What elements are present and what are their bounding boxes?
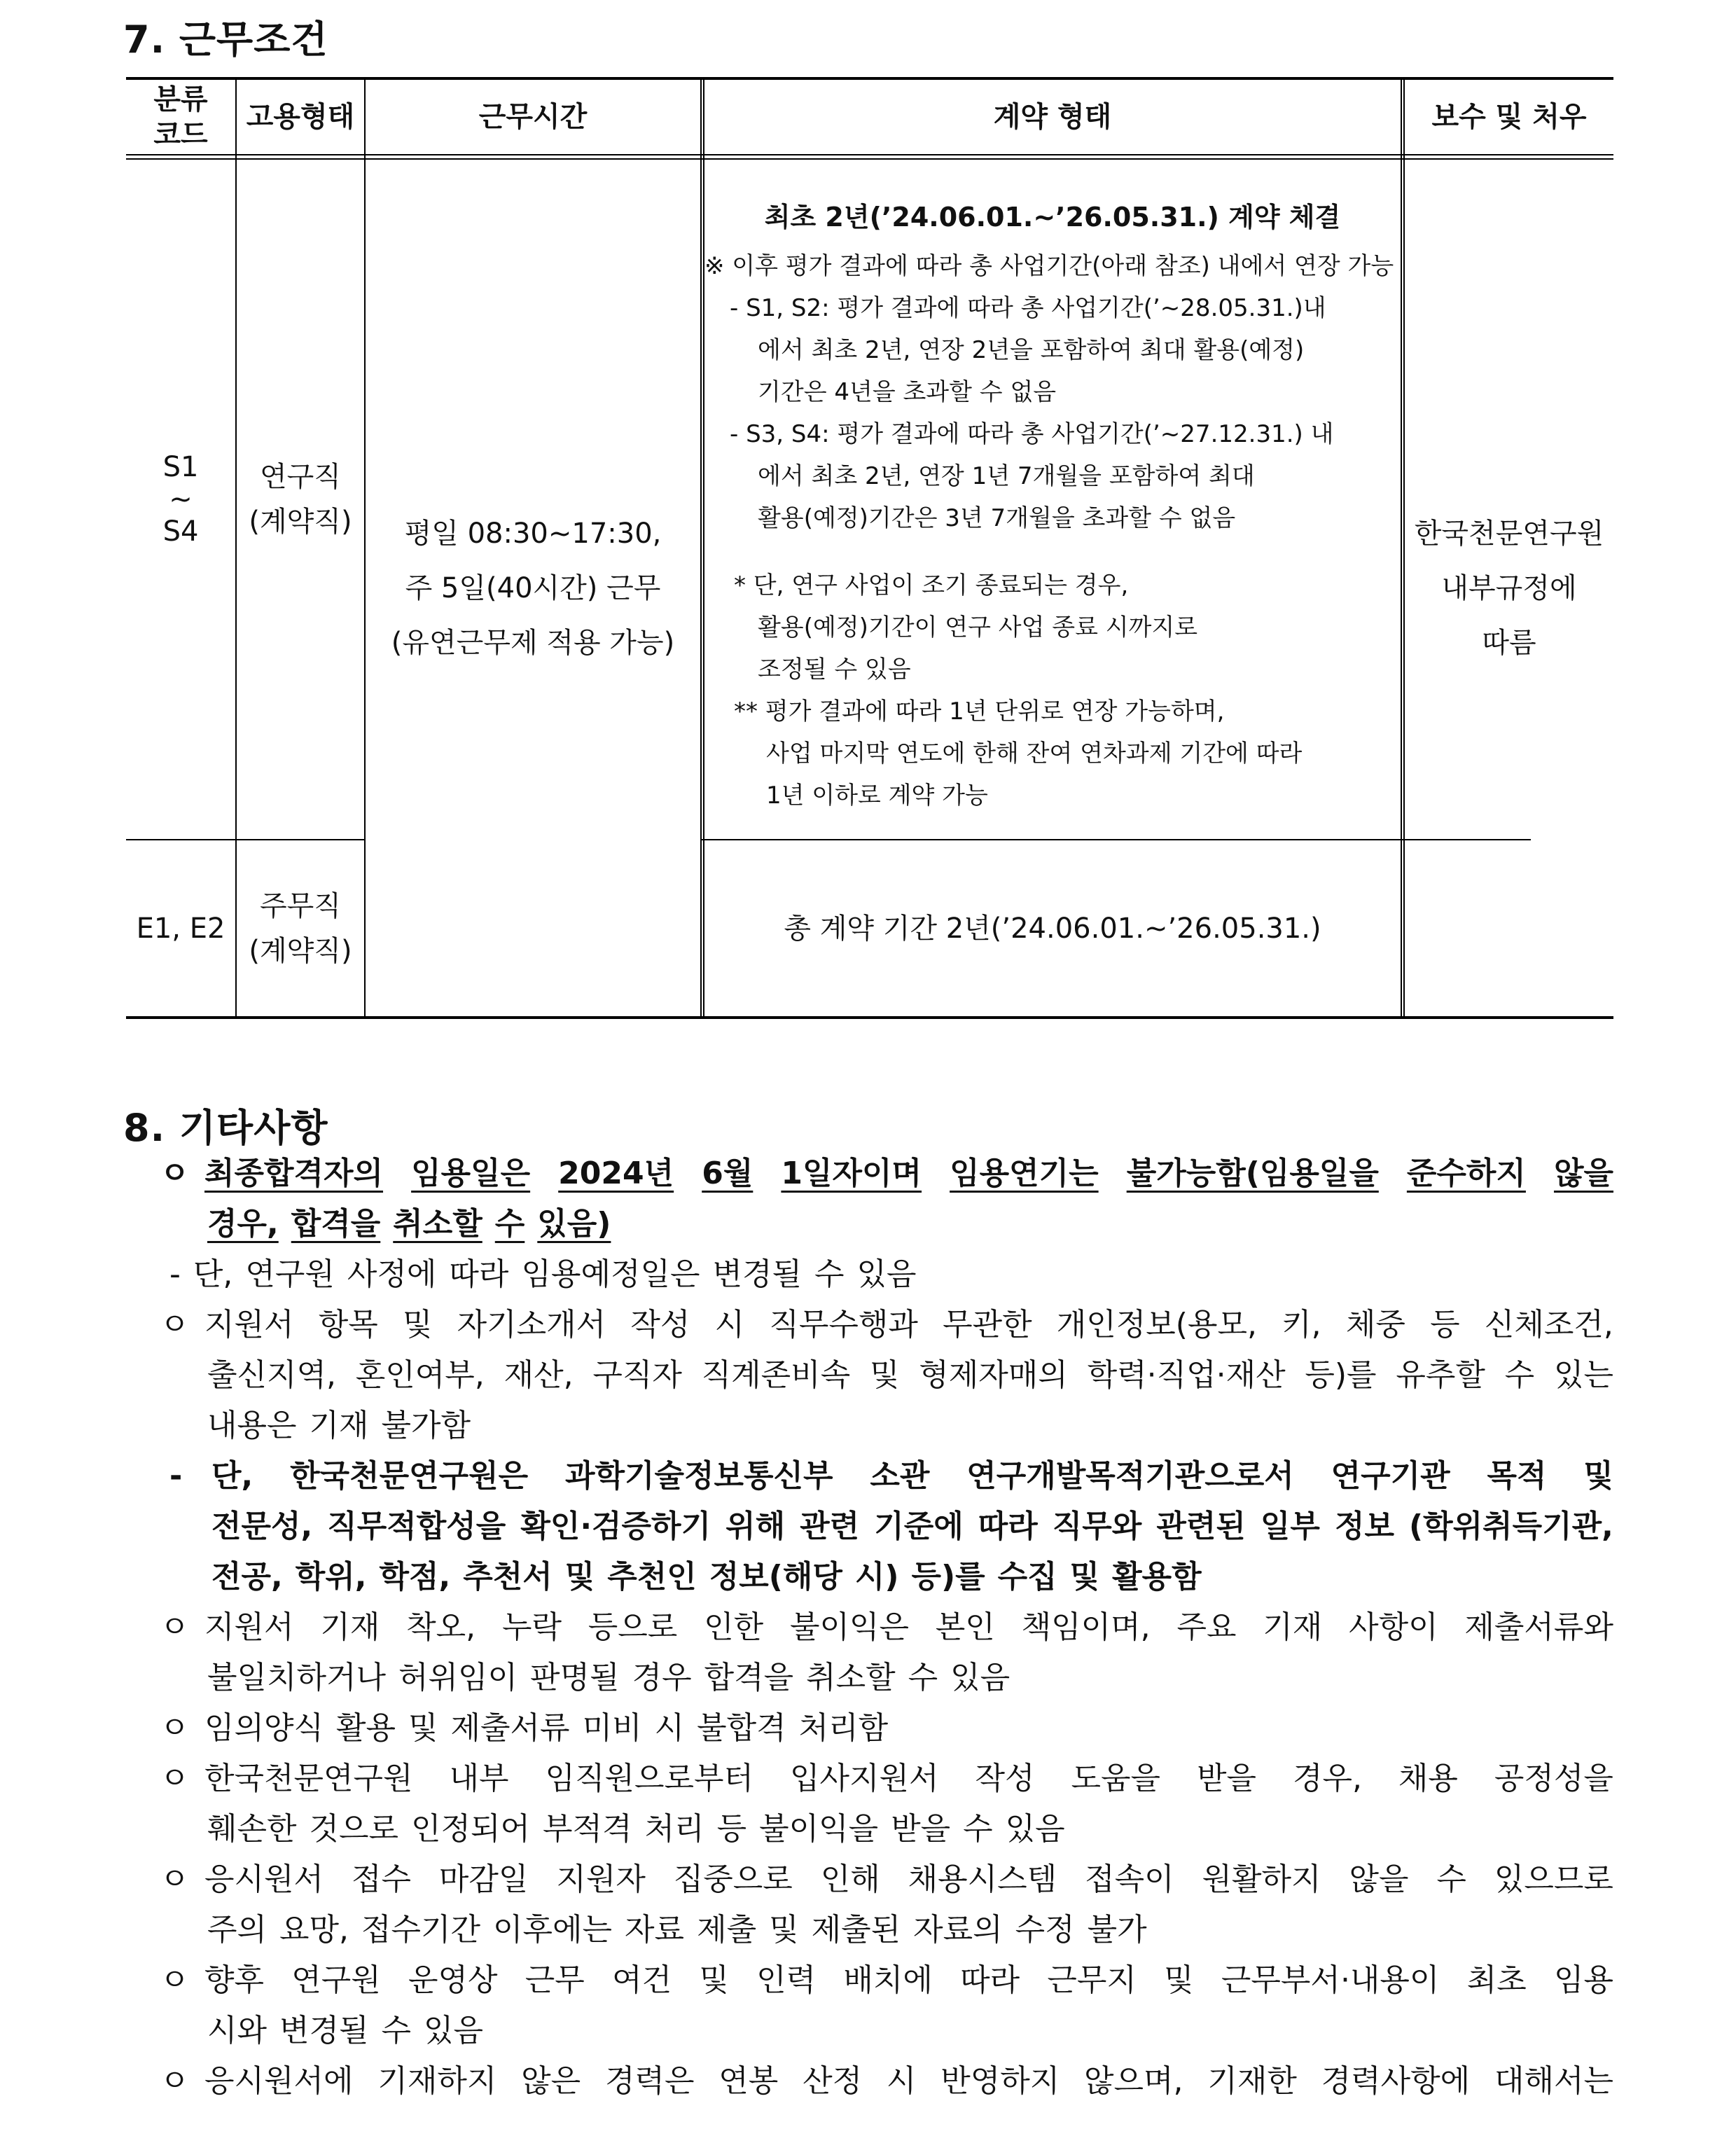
bullet-circle-icon: ㅇ	[160, 1307, 190, 1343]
list-item	[123, 1451, 1613, 1602]
bullet-circle-icon: ㅇ	[160, 1156, 190, 1191]
header-code	[126, 80, 235, 154]
contract-s-cell	[704, 196, 1401, 817]
header-employment: 고용형태	[246, 101, 355, 133]
header-contract: 계약 형태	[993, 101, 1112, 133]
row-s-code-line3: S4	[162, 515, 199, 548]
list-item	[123, 1149, 1613, 1249]
contract-s12-line2: 에서 최초 2년, 연장 2년을 포함하여 최대 활용(예정)	[758, 336, 1305, 364]
header-pay: 보수 및 처우	[1431, 101, 1587, 133]
hours-line3: (유연근무제 적용 가능)	[391, 626, 675, 659]
list-item-line: - 단, 연구원 사정에 따라 임용예정일은 변경될 수 있음	[169, 1256, 917, 1292]
header-code-line2: 코드	[153, 118, 208, 151]
list-item	[123, 2056, 1613, 2107]
contract-s-title: 최초 2년(’24.06.01.~’26.05.31.) 계약 체결	[764, 202, 1341, 233]
list-item-line: 시와 변경될 수 있음	[207, 2013, 484, 2048]
contract-s34-line3: 활용(예정)기간은 3년 7개월을 초과할 수 없음	[758, 504, 1236, 532]
row-e-employment-line1: 주무직	[260, 889, 341, 922]
list-item-line: 단, 한국천문연구원은 과학기술정보통신부 소관 연구개발목적기관으로서 연구기관 목적 및	[211, 1458, 1613, 1494]
bullet-circle-icon: ㅇ	[160, 1609, 190, 1645]
list-item-line: 전문성, 직무적합성을 확인·검증하기 위해 관련 기준에 따라 직무와 관련된 일부 정보 (학위취득기관,	[211, 1509, 1613, 1544]
col-divider-3	[700, 77, 702, 1018]
section-7-title: 7. 근무조건	[123, 18, 328, 62]
working-hours-cell	[366, 160, 700, 1016]
row-s-employment	[237, 160, 364, 839]
row-e-employment-line2: (계약직)	[249, 934, 352, 967]
row-s-code-line2: ~	[169, 483, 193, 515]
working-conditions-table	[126, 77, 1613, 1019]
contract-s-note: ※ 이후 평가 결과에 따라 총 사업기간(아래 참조) 내에서 연장 가능	[704, 252, 1394, 280]
list-item-line: 지원서 항목 및 자기소개서 작성 시 직무수행과 무관한 개인정보(용모, 키, 체중 등 신체조건,	[204, 1307, 1613, 1343]
row-s-code-line1: S1	[162, 451, 199, 483]
contract-s12-line3: 기간은 4년을 초과할 수 없음	[758, 378, 1057, 406]
bullet-circle-icon: ㅇ	[160, 2063, 190, 2099]
row-e-contract: 총 계약 기간 2년(’24.06.01.~’26.05.31.)	[784, 912, 1321, 945]
section-8-title: 8. 기타사항	[123, 1106, 328, 1150]
list-item-line: 지원서 기재 착오, 누락 등으로 인한 불이익은 본인 책임이며, 주요 기재 사항이 제출서류와	[204, 1609, 1613, 1645]
list-item-line: 임의양식 활용 및 제출서류 미비 시 불합격 처리함	[204, 1710, 889, 1746]
list-item-line: 출신지역, 혼인여부, 재산, 구직자 직계존비속 및 형제자매의 학력·직업·재산 등)를 유추할 수 있는	[207, 1357, 1613, 1393]
contract-star1-line3: 조정될 수 있음	[758, 656, 911, 684]
col-divider-4	[1401, 77, 1402, 1018]
list-item-line: 훼손한 것으로 인정되어 부적격 처리 등 불이익을 받을 수 있음	[207, 1811, 1065, 1847]
pay-cell	[1405, 160, 1613, 1016]
header-code-line1: 분류	[153, 83, 208, 116]
contract-s34-line1: - S3, S4: 평가 결과에 따라 총 사업기간(’~27.12.31.) 내	[730, 420, 1334, 448]
list-item	[123, 1703, 1613, 1754]
list-item-line: 불일치하거나 허위임이 판명될 경우 합격을 취소할 수 있음	[207, 1660, 1011, 1695]
list-item-line: 최종합격자의 임용일은 2024년 6월 1일자이며 임용연기는 불가능함(임용일을 준수하지 않을	[204, 1156, 1613, 1191]
row-e-code: E1, E2	[136, 912, 225, 945]
contract-star1-line2: 활용(예정)기간이 연구 사업 종료 시까지로	[758, 613, 1198, 642]
bullet-dash-icon: -	[169, 1458, 183, 1494]
row-e-employment	[237, 840, 364, 1016]
list-item	[123, 1754, 1613, 1854]
contract-star2-line1: ** 평가 결과에 따라 1년 단위로 연장 가능하며,	[734, 698, 1225, 726]
row-s-code	[126, 160, 235, 839]
list-item-line: 전공, 학위, 학점, 추천서 및 추천인 정보(해당 시) 등)를 수집 및 활용함	[211, 1559, 1202, 1595]
row-s-employment-line2: (계약직)	[249, 506, 352, 538]
list-item	[123, 1602, 1613, 1703]
list-item	[123, 1955, 1613, 2056]
pay-line1: 한국천문연구원	[1414, 517, 1604, 550]
contract-star2-line3: 1년 이하로 계약 가능	[766, 782, 988, 810]
contract-s34-line2: 에서 최초 2년, 연장 1년 7개월을 포함하여 최대	[758, 462, 1255, 490]
pay-line2: 내부규정에	[1441, 571, 1577, 604]
pay-line3: 따름	[1482, 626, 1536, 659]
bullet-circle-icon: ㅇ	[160, 1710, 190, 1746]
bullet-circle-icon: ㅇ	[160, 1761, 190, 1796]
contract-s12-line1: - S1, S2: 평가 결과에 따라 총 사업기간(’~28.05.31.)내	[730, 294, 1326, 322]
list-item-line: 향후 연구원 운영상 근무 여건 및 인력 배치에 따라 근무지 및 근무부서·내용이 최초 임용	[204, 1962, 1613, 1998]
bullet-circle-icon: ㅇ	[160, 1962, 190, 1998]
table-bottom-border	[126, 1016, 1613, 1019]
list-item-line: 내용은 기재 불가함	[207, 1408, 471, 1443]
hours-line1: 평일 08:30~17:30,	[404, 517, 662, 550]
list-item-line: 주의 요망, 접수기간 이후에는 자료 제출 및 제출된 자료의 수정 불가	[207, 1912, 1147, 1948]
list-item	[123, 1249, 1613, 1300]
list-item-line: 응시원서 접수 마감일 지원자 집중으로 인해 채용시스템 접속이 원활하지 않을 수 있으므로	[204, 1861, 1613, 1897]
bullet-circle-icon: ㅇ	[160, 1861, 190, 1897]
header-hours: 근무시간	[478, 101, 588, 133]
list-item	[123, 1854, 1613, 1955]
list-item-line: 응시원서에 기재하지 않은 경력은 연봉 산정 시 반영하지 않으며, 기재한 경력사항에 대해서는	[204, 2063, 1613, 2099]
row-s-employment-line1: 연구직	[260, 461, 341, 493]
list-item-line: 경우, 합격을 취소할 수 있음)	[207, 1206, 611, 1242]
hours-line2: 주 5일(40시간) 근무	[405, 571, 661, 604]
header-divider-1	[126, 154, 1613, 155]
misc-notes-list	[123, 1149, 1613, 2107]
contract-star1-line1: * 단, 연구 사업이 조기 종료되는 경우,	[734, 571, 1129, 599]
list-item	[123, 1300, 1613, 1451]
contract-star2-line2: 사업 마지막 연도에 한해 잔여 연차과제 기간에 따라	[766, 740, 1303, 768]
list-item-line: 한국천문연구원 내부 임직원으로부터 입사지원서 작성 도움을 받을 경우, 채용 공정성을	[204, 1761, 1613, 1796]
